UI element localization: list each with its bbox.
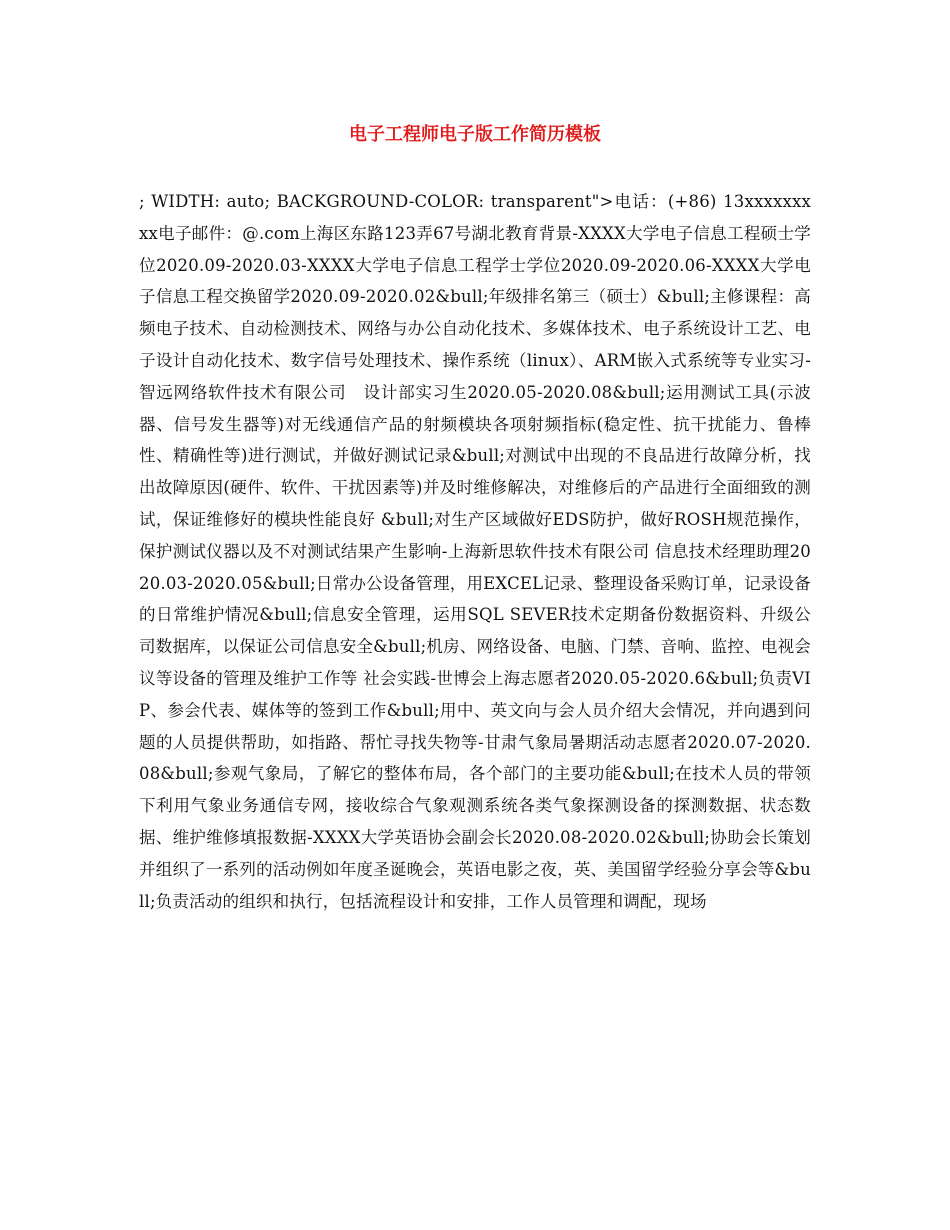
- document-body-text: ; WIDTH: auto; BACKGROUND-COLOR: transparent">电话：(+86) 13xxxxxxxxx电子邮件：@.com上海区东路123弄67号湖北教育背景-XXXX大学电子信息工程硕士学位2020.09-2020.03-XXXX大学电子信息工程学士学位2020.09-2020.06-XXXX大学电子信息工程交换留学2020.09-2020.02&bull;年级排名第三（硕士）&bull;主修课程：高频电子技术、自动检测技术、网络与办公自动化技术、多媒体技术、电子系统设计工艺、电子设计自动化技术、数字信号处理技术、操作系统（linux）、ARM嵌入式系统等专业实习-智远网络软件技术有限公司 设计部实习生2020.05-2020.08&bull;运用测试工具(示波器、信号发生器等)对无线通信产品的射频模块各项射频指标(稳定性、抗干扰能力、鲁棒性、精确性等)进行测试，并做好测试记录&bull;对测试中出现的不良品进行故障分析，找出故障原因(硬件、软件、干扰因素等)并及时维修解决，对维修后的产品进行全面细致的测试，保证维修好的模块性能良好 &bull;对生产区域做好EDS防护，做好ROSH规范操作，保护测试仪器以及不对测试结果产生影响-上海新思软件技术有限公司 信息技术经理助理2020.03-2020.05&bull;日常办公设备管理，用EXCEL记录、整理设备采购订单，记录设备的日常维护情况&bull;信息安全管理，运用SQL SEVER技术定期备份数据资料、升级公司数据库，以保证公司信息安全&bull;机房、网络设备、电脑、门禁、音响、监控、电视会议等设备的管理及维护工作等 社会实践-世博会上海志愿者2020.05-2020.6&bull;负责VIP、参会代表、媒体等的签到工作&bull;用中、英文向与会人员介绍大会情况，并向遇到问题的人员提供帮助，如指路、帮忙寻找失物等-甘肃气象局暑期活动志愿者2020.07-2020.08&bull;参观气象局，了解它的整体布局，各个部门的主要功能&bull;在技术人员的带领下利用气象业务通信专网，接收综合气象观测系统各类气象探测设备的探测数据、状态数据、维护维修填报数据-XXXX大学英语协会副会长2020.08-2020.02&bull;协助会长策划并组织了一系列的活动例如年度圣诞晚会，英语电影之夜，英、美国留学经验分享会等&bull;负责活动的组织和执行，包括流程设计和安排，工作人员管理和调配，现场: [139, 192, 811, 911]
- document-title: 电子工程师电子版工作简历模板: [349, 124, 601, 145]
